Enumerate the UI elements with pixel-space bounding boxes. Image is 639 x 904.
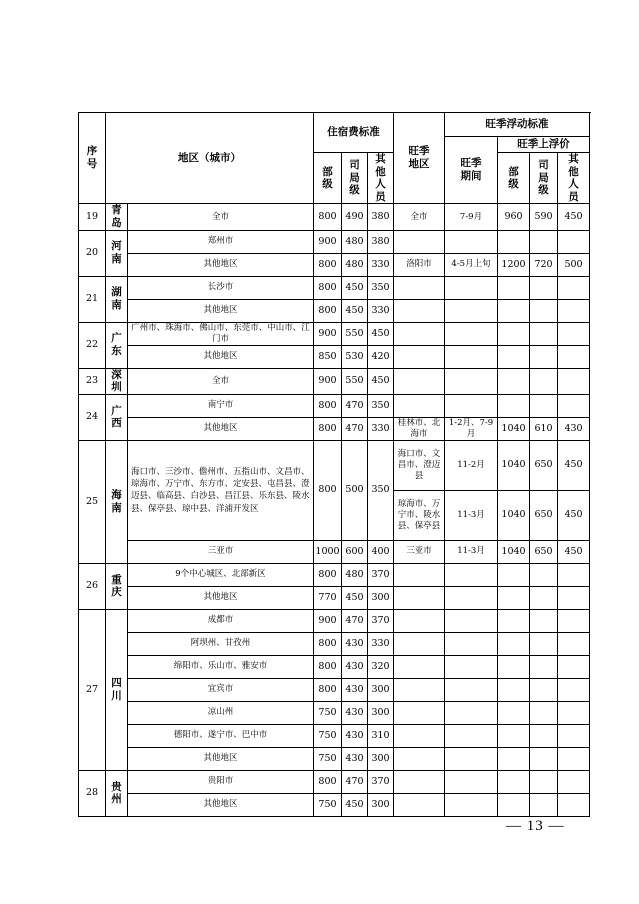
table-row bbox=[79, 747, 590, 770]
lodging-bureau: 600 bbox=[342, 540, 368, 563]
peak-empty-cell bbox=[530, 609, 558, 632]
peak-empty-cell bbox=[558, 632, 590, 655]
header-lodging-col: 其 他 人 员 bbox=[368, 153, 394, 204]
lodging-other: 450 bbox=[368, 368, 394, 394]
peak-empty-cell bbox=[558, 368, 590, 394]
peak-peak-bureau: 590 bbox=[530, 204, 558, 230]
peak-empty-cell bbox=[498, 368, 530, 394]
lodging-standard-table bbox=[78, 112, 590, 817]
peak-empty-cell bbox=[445, 609, 498, 632]
lodging-bureau: 450 bbox=[342, 276, 368, 299]
lodging-minister: 800 bbox=[314, 440, 342, 540]
area-city: 全市 bbox=[128, 204, 314, 230]
table-row bbox=[79, 204, 590, 230]
area-city: 长沙市 bbox=[128, 276, 314, 299]
table-row bbox=[79, 345, 590, 368]
lodging-bureau: 490 bbox=[342, 204, 368, 230]
peak-empty-cell bbox=[498, 345, 530, 368]
table-row bbox=[79, 770, 590, 793]
row-number: 22 bbox=[79, 322, 106, 368]
peak-peak-area: 全市 bbox=[394, 204, 445, 230]
province-name: 四 川 bbox=[106, 609, 128, 770]
lodging-other: 300 bbox=[368, 586, 394, 609]
area-city: 凉山州 bbox=[128, 701, 314, 724]
area-city: 其他地区 bbox=[128, 253, 314, 276]
peak-empty-cell bbox=[530, 230, 558, 253]
peak-empty-cell bbox=[558, 655, 590, 678]
lodging-other: 380 bbox=[368, 230, 394, 253]
area-city: 阿坝州、甘孜州 bbox=[128, 632, 314, 655]
table-row bbox=[79, 299, 590, 322]
peak-empty-cell bbox=[445, 747, 498, 770]
row-number: 21 bbox=[79, 276, 106, 322]
peak-empty-cell bbox=[445, 770, 498, 793]
area-city: 其他地区 bbox=[128, 345, 314, 368]
row-number: 25 bbox=[79, 440, 106, 563]
peak-peak-area: 海口市、文昌市、澄迈县 bbox=[394, 440, 445, 490]
area-city: 三亚市 bbox=[128, 540, 314, 563]
table-row bbox=[79, 586, 590, 609]
peak-empty-cell bbox=[498, 322, 530, 345]
area-city: 9个中心城区、北部新区 bbox=[128, 563, 314, 586]
lodging-bureau: 500 bbox=[342, 440, 368, 540]
lodging-other: 370 bbox=[368, 770, 394, 793]
lodging-minister: 900 bbox=[314, 609, 342, 632]
peak-empty-cell bbox=[498, 770, 530, 793]
table-row bbox=[79, 678, 590, 701]
peak-peak-period: 11-3月 bbox=[445, 540, 498, 563]
province-name: 广 西 bbox=[106, 394, 128, 440]
lodging-minister: 800 bbox=[314, 417, 342, 440]
peak-empty-cell bbox=[558, 230, 590, 253]
lodging-minister: 800 bbox=[314, 770, 342, 793]
lodging-other: 330 bbox=[368, 299, 394, 322]
peak-peak-other: 450 bbox=[558, 440, 590, 490]
peak-empty-cell bbox=[394, 747, 445, 770]
province-name: 广 东 bbox=[106, 322, 128, 368]
peak-empty-cell bbox=[445, 793, 498, 816]
peak-empty-cell bbox=[445, 632, 498, 655]
province-name: 海 南 bbox=[106, 440, 128, 563]
peak-empty-cell bbox=[530, 276, 558, 299]
peak-empty-cell bbox=[445, 394, 498, 417]
peak-empty-cell bbox=[530, 394, 558, 417]
lodging-minister: 800 bbox=[314, 253, 342, 276]
lodging-bureau: 480 bbox=[342, 253, 368, 276]
peak-empty-cell bbox=[394, 276, 445, 299]
area-city: 其他地区 bbox=[128, 586, 314, 609]
lodging-other: 350 bbox=[368, 440, 394, 540]
lodging-minister: 800 bbox=[314, 678, 342, 701]
lodging-minister: 900 bbox=[314, 322, 342, 345]
lodging-other: 320 bbox=[368, 655, 394, 678]
area-city: 德阳市、遂宁市、巴中市 bbox=[128, 724, 314, 747]
peak-empty-cell bbox=[445, 345, 498, 368]
peak-empty-cell bbox=[394, 322, 445, 345]
area-city: 其他地区 bbox=[128, 417, 314, 440]
area-city: 郑州市 bbox=[128, 230, 314, 253]
lodging-bureau: 430 bbox=[342, 701, 368, 724]
peak-peak-other: 430 bbox=[558, 417, 590, 440]
table-row bbox=[79, 793, 590, 816]
lodging-bureau: 470 bbox=[342, 417, 368, 440]
lodging-bureau: 480 bbox=[342, 563, 368, 586]
province-name: 青 岛 bbox=[106, 204, 128, 230]
row-number: 26 bbox=[79, 563, 106, 609]
table-row bbox=[79, 253, 590, 276]
peak-empty-cell bbox=[445, 322, 498, 345]
area-city: 广州市、珠海市、佛山市、东莞市、中山市、江门市 bbox=[128, 322, 314, 345]
peak-empty-cell bbox=[530, 770, 558, 793]
peak-empty-cell bbox=[558, 563, 590, 586]
row-number: 27 bbox=[79, 609, 106, 770]
peak-empty-cell bbox=[558, 793, 590, 816]
peak-empty-cell bbox=[498, 701, 530, 724]
peak-empty-cell bbox=[394, 701, 445, 724]
lodging-minister: 770 bbox=[314, 586, 342, 609]
table-row bbox=[79, 655, 590, 678]
lodging-other: 350 bbox=[368, 394, 394, 417]
peak-empty-cell bbox=[394, 724, 445, 747]
peak-empty-cell bbox=[498, 563, 530, 586]
area-city: 贵阳市 bbox=[128, 770, 314, 793]
peak-peak-bureau: 650 bbox=[530, 490, 558, 540]
peak-peak-minister: 1040 bbox=[498, 440, 530, 490]
lodging-other: 330 bbox=[368, 417, 394, 440]
peak-peak-bureau: 650 bbox=[530, 440, 558, 490]
peak-empty-cell bbox=[394, 299, 445, 322]
table-row bbox=[79, 322, 590, 345]
peak-peak-bureau: 720 bbox=[530, 253, 558, 276]
header-peak-col: 司 局 级 bbox=[530, 153, 558, 204]
peak-empty-cell bbox=[445, 678, 498, 701]
table-row bbox=[79, 724, 590, 747]
header-area: 地区（城市） bbox=[106, 113, 314, 204]
peak-empty-cell bbox=[445, 586, 498, 609]
peak-peak-minister: 1200 bbox=[498, 253, 530, 276]
page-number: — 13 — bbox=[506, 818, 565, 834]
header-peak-price: 旺季上浮价 bbox=[498, 137, 590, 153]
peak-empty-cell bbox=[530, 632, 558, 655]
area-city: 海口市、三沙市、儋州市、五指山市、文昌市、琼海市、万宁市、东方市、定安县、屯昌县、澄迈县、临高县、白沙县、昌江县、乐东县、陵水县、保亭县、琼中县、洋浦开发区 bbox=[128, 440, 314, 540]
peak-empty-cell bbox=[530, 701, 558, 724]
peak-peak-area: 桂林市、北海市 bbox=[394, 417, 445, 440]
peak-peak-bureau: 610 bbox=[530, 417, 558, 440]
peak-empty-cell bbox=[558, 701, 590, 724]
area-city: 其他地区 bbox=[128, 747, 314, 770]
lodging-bureau: 430 bbox=[342, 724, 368, 747]
row-number: 20 bbox=[79, 230, 106, 276]
lodging-bureau: 450 bbox=[342, 793, 368, 816]
lodging-other: 300 bbox=[368, 701, 394, 724]
lodging-minister: 1000 bbox=[314, 540, 342, 563]
peak-empty-cell bbox=[558, 586, 590, 609]
peak-empty-cell bbox=[530, 368, 558, 394]
peak-empty-cell bbox=[498, 299, 530, 322]
peak-empty-cell bbox=[394, 678, 445, 701]
header-peak-standard: 旺季浮动标准 bbox=[445, 113, 590, 137]
peak-peak-minister: 1040 bbox=[498, 490, 530, 540]
table-row bbox=[79, 701, 590, 724]
peak-empty-cell bbox=[445, 563, 498, 586]
peak-empty-cell bbox=[558, 678, 590, 701]
peak-empty-cell bbox=[394, 632, 445, 655]
peak-empty-cell bbox=[558, 394, 590, 417]
peak-empty-cell bbox=[394, 770, 445, 793]
peak-empty-cell bbox=[530, 793, 558, 816]
lodging-bureau: 450 bbox=[342, 586, 368, 609]
header-peak-period: 旺季 期间 bbox=[445, 137, 498, 204]
peak-empty-cell bbox=[498, 632, 530, 655]
area-city: 宜宾市 bbox=[128, 678, 314, 701]
row-number: 19 bbox=[79, 204, 106, 230]
lodging-minister: 750 bbox=[314, 724, 342, 747]
lodging-bureau: 430 bbox=[342, 632, 368, 655]
lodging-minister: 800 bbox=[314, 299, 342, 322]
peak-empty-cell bbox=[394, 563, 445, 586]
peak-empty-cell bbox=[558, 747, 590, 770]
peak-empty-cell bbox=[530, 747, 558, 770]
peak-empty-cell bbox=[394, 230, 445, 253]
header-peak-col: 其 他 人 员 bbox=[558, 153, 590, 204]
header-seq: 序 号 bbox=[79, 113, 106, 204]
peak-peak-period: 7-9月 bbox=[445, 204, 498, 230]
lodging-bureau: 470 bbox=[342, 609, 368, 632]
header-lodging-standard: 住宿费标准 bbox=[314, 113, 394, 153]
row-number: 23 bbox=[79, 368, 106, 394]
lodging-minister: 800 bbox=[314, 204, 342, 230]
table-row bbox=[79, 276, 590, 299]
peak-peak-other: 450 bbox=[558, 204, 590, 230]
province-name: 重 庆 bbox=[106, 563, 128, 609]
peak-empty-cell bbox=[498, 655, 530, 678]
peak-empty-cell bbox=[445, 701, 498, 724]
peak-empty-cell bbox=[445, 276, 498, 299]
peak-peak-period: 4-5月上旬 bbox=[445, 253, 498, 276]
peak-empty-cell bbox=[558, 724, 590, 747]
area-city: 成都市 bbox=[128, 609, 314, 632]
lodging-bureau: 480 bbox=[342, 230, 368, 253]
lodging-other: 300 bbox=[368, 793, 394, 816]
peak-peak-other: 450 bbox=[558, 490, 590, 540]
peak-peak-minister: 960 bbox=[498, 204, 530, 230]
lodging-bureau: 550 bbox=[342, 368, 368, 394]
province-name: 河 南 bbox=[106, 230, 128, 276]
lodging-other: 380 bbox=[368, 204, 394, 230]
peak-empty-cell bbox=[530, 724, 558, 747]
peak-empty-cell bbox=[558, 322, 590, 345]
area-city: 其他地区 bbox=[128, 299, 314, 322]
peak-empty-cell bbox=[498, 793, 530, 816]
lodging-bureau: 470 bbox=[342, 394, 368, 417]
lodging-minister: 800 bbox=[314, 632, 342, 655]
peak-empty-cell bbox=[530, 322, 558, 345]
lodging-minister: 800 bbox=[314, 655, 342, 678]
lodging-bureau: 430 bbox=[342, 678, 368, 701]
area-city: 绵阳市、乐山市、雅安市 bbox=[128, 655, 314, 678]
peak-empty-cell bbox=[530, 563, 558, 586]
lodging-other: 370 bbox=[368, 563, 394, 586]
peak-empty-cell bbox=[445, 230, 498, 253]
lodging-bureau: 530 bbox=[342, 345, 368, 368]
lodging-other: 330 bbox=[368, 253, 394, 276]
peak-peak-area: 三亚市 bbox=[394, 540, 445, 563]
lodging-other: 420 bbox=[368, 345, 394, 368]
peak-empty-cell bbox=[394, 655, 445, 678]
lodging-minister: 750 bbox=[314, 793, 342, 816]
peak-peak-other: 500 bbox=[558, 253, 590, 276]
peak-peak-period: 11-3月 bbox=[445, 490, 498, 540]
lodging-minister: 800 bbox=[314, 276, 342, 299]
lodging-other: 350 bbox=[368, 276, 394, 299]
lodging-other: 310 bbox=[368, 724, 394, 747]
peak-empty-cell bbox=[498, 609, 530, 632]
lodging-other: 300 bbox=[368, 678, 394, 701]
lodging-minister: 750 bbox=[314, 747, 342, 770]
lodging-other: 450 bbox=[368, 322, 394, 345]
header-peak-area: 旺季 地区 bbox=[394, 113, 445, 204]
lodging-other: 370 bbox=[368, 609, 394, 632]
lodging-minister: 800 bbox=[314, 563, 342, 586]
peak-empty-cell bbox=[445, 368, 498, 394]
lodging-bureau: 430 bbox=[342, 747, 368, 770]
lodging-minister: 900 bbox=[314, 368, 342, 394]
table-row bbox=[79, 563, 590, 586]
peak-empty-cell bbox=[394, 394, 445, 417]
peak-empty-cell bbox=[498, 678, 530, 701]
peak-empty-cell bbox=[394, 345, 445, 368]
row-number: 24 bbox=[79, 394, 106, 440]
peak-empty-cell bbox=[394, 586, 445, 609]
lodging-bureau: 450 bbox=[342, 299, 368, 322]
lodging-minister: 750 bbox=[314, 701, 342, 724]
peak-empty-cell bbox=[498, 276, 530, 299]
header-peak-col: 部 级 bbox=[498, 153, 530, 204]
peak-peak-area: 琼海市、万宁市、陵水县、保亭县 bbox=[394, 490, 445, 540]
peak-empty-cell bbox=[558, 770, 590, 793]
province-name: 深 圳 bbox=[106, 368, 128, 394]
area-city: 其他地区 bbox=[128, 793, 314, 816]
peak-empty-cell bbox=[394, 368, 445, 394]
province-name: 贵 州 bbox=[106, 770, 128, 816]
lodging-other: 400 bbox=[368, 540, 394, 563]
lodging-minister: 850 bbox=[314, 345, 342, 368]
table-row bbox=[79, 632, 590, 655]
peak-empty-cell bbox=[445, 299, 498, 322]
peak-peak-period: 1-2月、7-9月 bbox=[445, 417, 498, 440]
lodging-bureau: 550 bbox=[342, 322, 368, 345]
lodging-bureau: 430 bbox=[342, 655, 368, 678]
header-lodging-col: 司 局 级 bbox=[342, 153, 368, 204]
peak-peak-other: 450 bbox=[558, 540, 590, 563]
peak-empty-cell bbox=[530, 655, 558, 678]
area-city: 南宁市 bbox=[128, 394, 314, 417]
province-name: 湖 南 bbox=[106, 276, 128, 322]
table-row bbox=[79, 230, 590, 253]
lodging-other: 330 bbox=[368, 632, 394, 655]
header-lodging-col: 部 级 bbox=[314, 153, 342, 204]
lodging-other: 300 bbox=[368, 747, 394, 770]
peak-empty-cell bbox=[530, 299, 558, 322]
peak-empty-cell bbox=[498, 586, 530, 609]
peak-empty-cell bbox=[530, 586, 558, 609]
lodging-minister: 800 bbox=[314, 394, 342, 417]
peak-empty-cell bbox=[530, 345, 558, 368]
table-row bbox=[79, 609, 590, 632]
peak-peak-area: 洛阳市 bbox=[394, 253, 445, 276]
peak-empty-cell bbox=[530, 678, 558, 701]
peak-empty-cell bbox=[394, 609, 445, 632]
peak-empty-cell bbox=[394, 793, 445, 816]
peak-empty-cell bbox=[498, 230, 530, 253]
peak-empty-cell bbox=[445, 724, 498, 747]
peak-empty-cell bbox=[498, 724, 530, 747]
peak-empty-cell bbox=[558, 609, 590, 632]
row-number: 28 bbox=[79, 770, 106, 816]
lodging-minister: 900 bbox=[314, 230, 342, 253]
table-row bbox=[79, 440, 590, 490]
table-row bbox=[79, 394, 590, 417]
lodging-bureau: 470 bbox=[342, 770, 368, 793]
peak-peak-bureau: 650 bbox=[530, 540, 558, 563]
table-row bbox=[79, 368, 590, 394]
peak-empty-cell bbox=[498, 747, 530, 770]
peak-empty-cell bbox=[445, 655, 498, 678]
peak-empty-cell bbox=[558, 276, 590, 299]
table-row bbox=[79, 540, 590, 563]
area-city: 全市 bbox=[128, 368, 314, 394]
peak-peak-minister: 1040 bbox=[498, 540, 530, 563]
peak-empty-cell bbox=[558, 299, 590, 322]
table-row bbox=[79, 417, 590, 440]
peak-empty-cell bbox=[558, 345, 590, 368]
peak-empty-cell bbox=[498, 394, 530, 417]
peak-peak-period: 11-2月 bbox=[445, 440, 498, 490]
peak-peak-minister: 1040 bbox=[498, 417, 530, 440]
